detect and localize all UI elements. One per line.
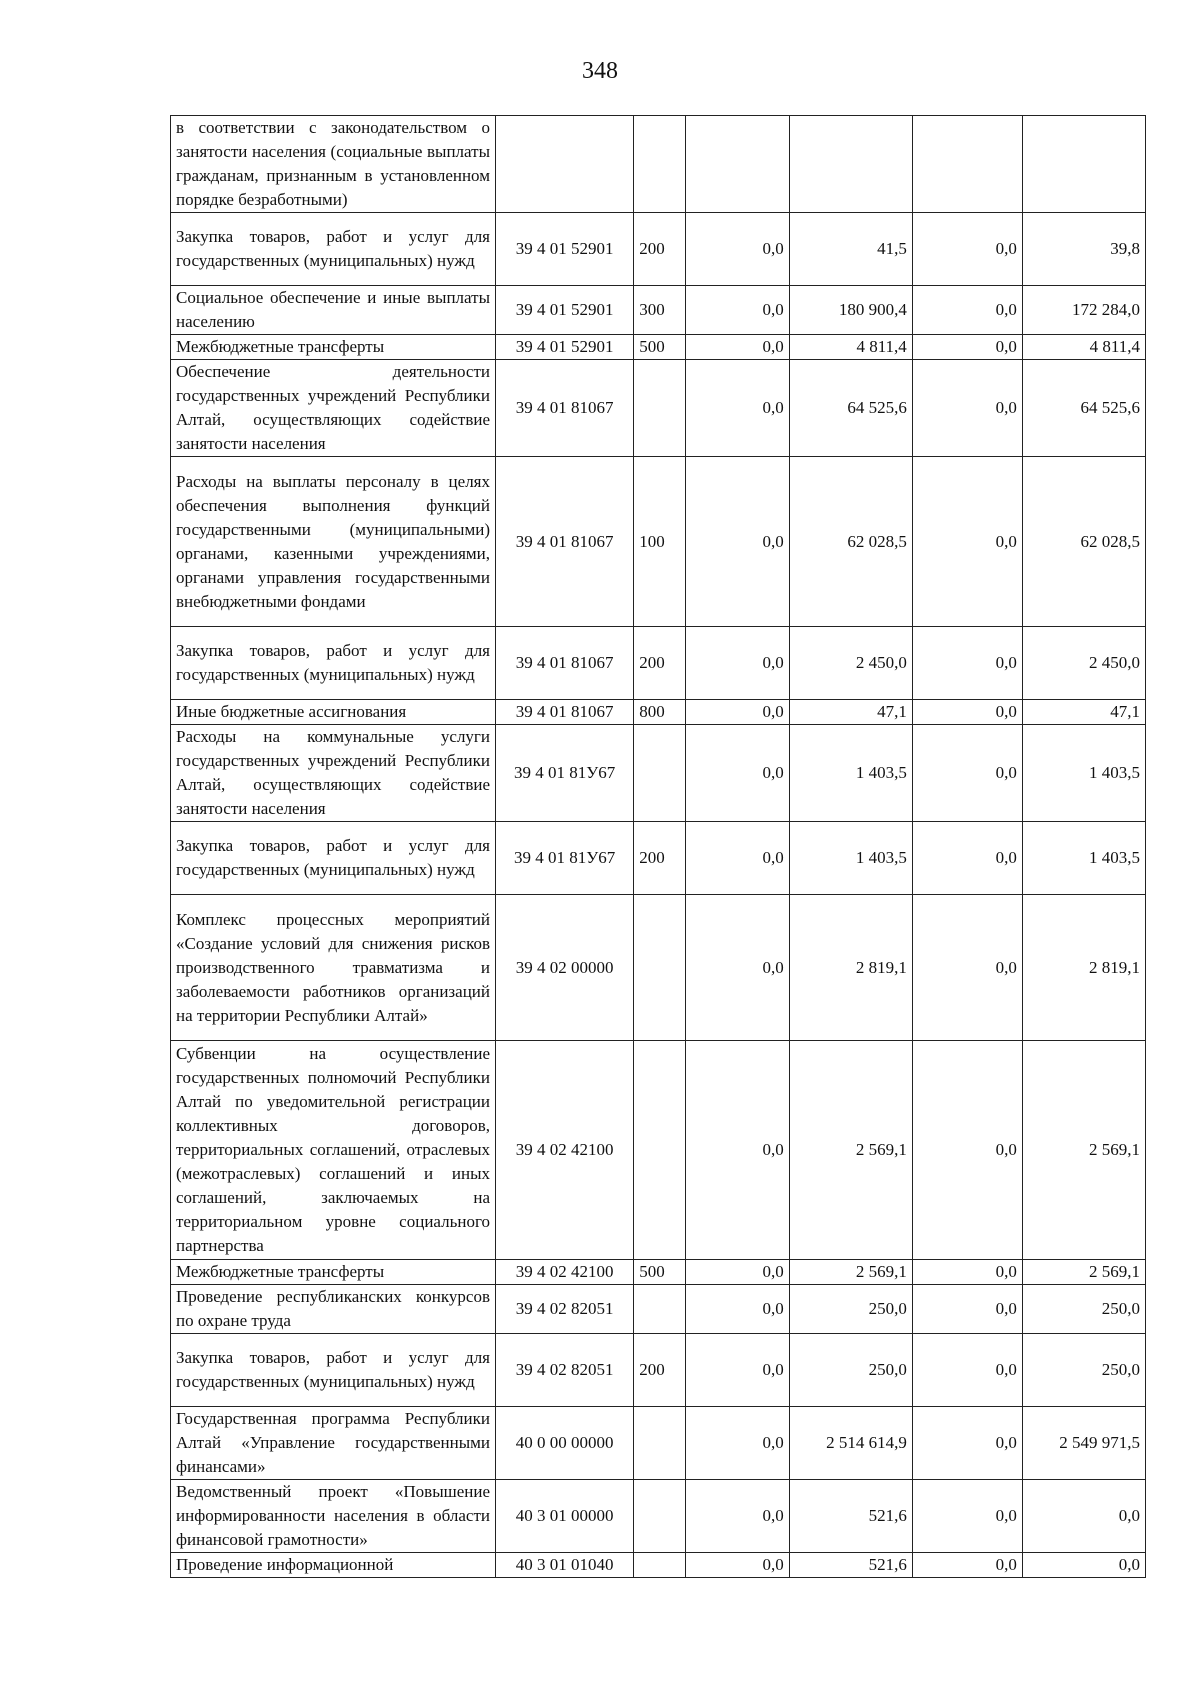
amount-cell: 2 450,0 bbox=[1022, 627, 1145, 700]
amount-cell: 0,0 bbox=[685, 1480, 789, 1553]
table-row bbox=[171, 116, 1146, 213]
amount-cell: 62 028,5 bbox=[789, 457, 912, 627]
row-name-cell: Государственная программа Республики Алтай «Управление государственными финансами» bbox=[171, 1407, 496, 1480]
target-article-cell: 39 4 01 81067 bbox=[496, 627, 634, 700]
amount-cell: 1 403,5 bbox=[789, 822, 912, 895]
amount-cell bbox=[1022, 116, 1145, 213]
amount-cell: 2 549 971,5 bbox=[1022, 1407, 1145, 1480]
amount-cell: 2 569,1 bbox=[789, 1260, 912, 1285]
table-row bbox=[171, 1553, 1146, 1578]
amount-cell: 172 284,0 bbox=[1022, 286, 1145, 335]
amount-cell: 0,0 bbox=[685, 1041, 789, 1260]
budget-table bbox=[170, 115, 1146, 1578]
target-article-cell: 39 4 01 52901 bbox=[496, 335, 634, 360]
amount-cell: 1 403,5 bbox=[789, 725, 912, 822]
amount-cell bbox=[912, 116, 1022, 213]
row-name-cell: Ведомственный проект «Повышение информированности населения в области финансовой грамотности» bbox=[171, 1480, 496, 1553]
amount-cell: 0,0 bbox=[685, 213, 789, 286]
amount-cell: 0,0 bbox=[1022, 1480, 1145, 1553]
expense-type-cell bbox=[634, 1480, 685, 1553]
expense-type-cell: 500 bbox=[634, 1260, 685, 1285]
amount-cell bbox=[789, 116, 912, 213]
amount-cell: 2 450,0 bbox=[789, 627, 912, 700]
expense-type-cell bbox=[634, 1285, 685, 1334]
amount-cell: 0,0 bbox=[912, 1480, 1022, 1553]
row-name-cell: Межбюджетные трансферты bbox=[171, 1260, 496, 1285]
amount-cell: 0,0 bbox=[685, 360, 789, 457]
expense-type-cell: 800 bbox=[634, 700, 685, 725]
row-name-cell: Закупка товаров, работ и услуг для государственных (муниципальных) нужд bbox=[171, 627, 496, 700]
table-row bbox=[171, 895, 1146, 1041]
table-row bbox=[171, 457, 1146, 627]
amount-cell: 41,5 bbox=[789, 213, 912, 286]
page-number: 348 bbox=[582, 58, 618, 84]
amount-cell: 0,0 bbox=[912, 895, 1022, 1041]
expense-type-cell: 200 bbox=[634, 627, 685, 700]
expense-type-cell: 100 bbox=[634, 457, 685, 627]
table-row bbox=[171, 700, 1146, 725]
amount-cell: 0,0 bbox=[685, 700, 789, 725]
amount-cell: 0,0 bbox=[685, 725, 789, 822]
amount-cell: 0,0 bbox=[685, 1285, 789, 1334]
target-article-cell: 40 0 00 00000 bbox=[496, 1407, 634, 1480]
target-article-cell: 39 4 01 81У67 bbox=[496, 725, 634, 822]
table-row bbox=[171, 1407, 1146, 1480]
amount-cell: 0,0 bbox=[912, 1553, 1022, 1578]
amount-cell: 0,0 bbox=[912, 457, 1022, 627]
amount-cell: 0,0 bbox=[685, 1334, 789, 1407]
table-row bbox=[171, 725, 1146, 822]
amount-cell: 0,0 bbox=[912, 286, 1022, 335]
row-name-cell: Расходы на коммунальные услуги государственных учреждений Республики Алтай, осуществляющих содействие занятости населения bbox=[171, 725, 496, 822]
table-row bbox=[171, 335, 1146, 360]
row-name-cell: Проведение информационной bbox=[171, 1553, 496, 1578]
expense-type-cell bbox=[634, 1553, 685, 1578]
row-name-cell: Межбюджетные трансферты bbox=[171, 335, 496, 360]
expense-type-cell: 200 bbox=[634, 213, 685, 286]
amount-cell bbox=[685, 116, 789, 213]
target-article-cell: 39 4 01 81У67 bbox=[496, 822, 634, 895]
amount-cell: 0,0 bbox=[1022, 1553, 1145, 1578]
expense-type-cell bbox=[634, 725, 685, 822]
amount-cell: 64 525,6 bbox=[1022, 360, 1145, 457]
amount-cell: 0,0 bbox=[685, 1553, 789, 1578]
target-article-cell: 40 3 01 00000 bbox=[496, 1480, 634, 1553]
amount-cell: 0,0 bbox=[912, 335, 1022, 360]
expense-type-cell: 500 bbox=[634, 335, 685, 360]
expense-type-cell bbox=[634, 1041, 685, 1260]
amount-cell: 0,0 bbox=[685, 335, 789, 360]
row-name-cell: Закупка товаров, работ и услуг для государственных (муниципальных) нужд bbox=[171, 1334, 496, 1407]
target-article-cell: 39 4 01 52901 bbox=[496, 286, 634, 335]
table-row bbox=[171, 360, 1146, 457]
target-article-cell: 39 4 01 81067 bbox=[496, 360, 634, 457]
row-name-cell: Расходы на выплаты персоналу в целях обеспечения выполнения функций государственными (муниципальными) органами, казенными учреждениями, органами управления государственными внебюджетными фондами bbox=[171, 457, 496, 627]
amount-cell: 0,0 bbox=[685, 895, 789, 1041]
row-name-cell: Проведение республиканских конкурсов по охране труда bbox=[171, 1285, 496, 1334]
amount-cell: 0,0 bbox=[685, 1407, 789, 1480]
table-row bbox=[171, 1480, 1146, 1553]
amount-cell: 4 811,4 bbox=[789, 335, 912, 360]
amount-cell: 1 403,5 bbox=[1022, 822, 1145, 895]
amount-cell: 2 569,1 bbox=[1022, 1041, 1145, 1260]
expense-type-cell bbox=[634, 1407, 685, 1480]
amount-cell: 1 403,5 bbox=[1022, 725, 1145, 822]
table-row bbox=[171, 1334, 1146, 1407]
amount-cell: 0,0 bbox=[912, 360, 1022, 457]
expense-type-cell bbox=[634, 895, 685, 1041]
expense-type-cell: 200 bbox=[634, 1334, 685, 1407]
amount-cell: 0,0 bbox=[912, 1260, 1022, 1285]
target-article-cell: 39 4 01 81067 bbox=[496, 457, 634, 627]
target-article-cell: 40 3 01 01040 bbox=[496, 1553, 634, 1578]
amount-cell: 0,0 bbox=[912, 213, 1022, 286]
expense-type-cell bbox=[634, 116, 685, 213]
amount-cell: 0,0 bbox=[912, 700, 1022, 725]
amount-cell: 0,0 bbox=[685, 627, 789, 700]
amount-cell: 2 569,1 bbox=[789, 1041, 912, 1260]
amount-cell: 64 525,6 bbox=[789, 360, 912, 457]
amount-cell: 0,0 bbox=[685, 1260, 789, 1285]
amount-cell: 0,0 bbox=[912, 725, 1022, 822]
amount-cell: 0,0 bbox=[912, 1041, 1022, 1260]
amount-cell: 521,6 bbox=[789, 1480, 912, 1553]
table-row bbox=[171, 1285, 1146, 1334]
amount-cell: 250,0 bbox=[1022, 1285, 1145, 1334]
row-name-cell: Комплекс процессных мероприятий «Создание условий для снижения рисков производственного травматизма и заболеваемости работников организаций на территории Республики Алтай» bbox=[171, 895, 496, 1041]
amount-cell: 180 900,4 bbox=[789, 286, 912, 335]
row-name-cell: Обеспечение деятельности государственных учреждений Республики Алтай, осуществляющих содействие занятости населения bbox=[171, 360, 496, 457]
amount-cell: 47,1 bbox=[1022, 700, 1145, 725]
expense-type-cell: 200 bbox=[634, 822, 685, 895]
amount-cell: 4 811,4 bbox=[1022, 335, 1145, 360]
target-article-cell: 39 4 01 81067 bbox=[496, 700, 634, 725]
row-name-cell: Иные бюджетные ассигнования bbox=[171, 700, 496, 725]
target-article-cell: 39 4 01 52901 bbox=[496, 213, 634, 286]
target-article-cell bbox=[496, 116, 634, 213]
amount-cell: 39,8 bbox=[1022, 213, 1145, 286]
table-row bbox=[171, 1041, 1146, 1260]
amount-cell: 0,0 bbox=[912, 1285, 1022, 1334]
amount-cell: 250,0 bbox=[789, 1285, 912, 1334]
row-name-cell: Субвенции на осуществление государственных полномочий Республики Алтай по уведомительной регистрации коллективных договоров, территориальных соглашений, отраслевых (межотраслевых) соглашений и иных соглашений, заключаемых на территориальном уровне социального партнерства bbox=[171, 1041, 496, 1260]
amount-cell: 0,0 bbox=[912, 1334, 1022, 1407]
table-row bbox=[171, 1260, 1146, 1285]
amount-cell: 0,0 bbox=[912, 1407, 1022, 1480]
budget-table-body bbox=[171, 116, 1146, 1578]
row-name-cell: Закупка товаров, работ и услуг для государственных (муниципальных) нужд bbox=[171, 213, 496, 286]
table-row bbox=[171, 627, 1146, 700]
row-name-cell: Социальное обеспечение и иные выплаты населению bbox=[171, 286, 496, 335]
amount-cell: 2 569,1 bbox=[1022, 1260, 1145, 1285]
expense-type-cell: 300 bbox=[634, 286, 685, 335]
table-row bbox=[171, 213, 1146, 286]
expense-type-cell bbox=[634, 360, 685, 457]
amount-cell: 0,0 bbox=[685, 457, 789, 627]
amount-cell: 0,0 bbox=[912, 822, 1022, 895]
target-article-cell: 39 4 02 82051 bbox=[496, 1334, 634, 1407]
table-row bbox=[171, 286, 1146, 335]
amount-cell: 0,0 bbox=[685, 822, 789, 895]
row-name-cell: Закупка товаров, работ и услуг для государственных (муниципальных) нужд bbox=[171, 822, 496, 895]
amount-cell: 62 028,5 bbox=[1022, 457, 1145, 627]
amount-cell: 250,0 bbox=[789, 1334, 912, 1407]
row-name-cell: в соответствии с законодательством о занятости населения (социальные выплаты гражданам, признанным в установленном порядке безработными) bbox=[171, 116, 496, 213]
amount-cell: 521,6 bbox=[789, 1553, 912, 1578]
target-article-cell: 39 4 02 82051 bbox=[496, 1285, 634, 1334]
amount-cell: 0,0 bbox=[912, 627, 1022, 700]
amount-cell: 2 819,1 bbox=[789, 895, 912, 1041]
target-article-cell: 39 4 02 42100 bbox=[496, 1041, 634, 1260]
amount-cell: 0,0 bbox=[685, 286, 789, 335]
target-article-cell: 39 4 02 00000 bbox=[496, 895, 634, 1041]
amount-cell: 250,0 bbox=[1022, 1334, 1145, 1407]
amount-cell: 2 514 614,9 bbox=[789, 1407, 912, 1480]
table-row bbox=[171, 822, 1146, 895]
target-article-cell: 39 4 02 42100 bbox=[496, 1260, 634, 1285]
amount-cell: 47,1 bbox=[789, 700, 912, 725]
amount-cell: 2 819,1 bbox=[1022, 895, 1145, 1041]
